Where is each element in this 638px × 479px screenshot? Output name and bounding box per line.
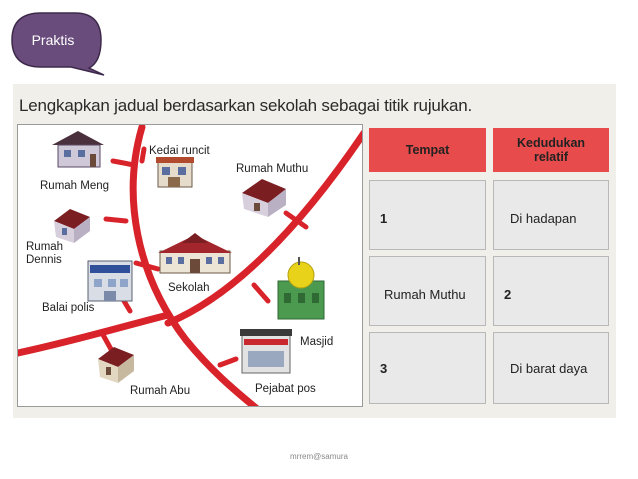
label-balai-polis: Balai polis xyxy=(42,302,95,314)
label-masjid: Masjid xyxy=(300,336,334,348)
label-pejabat-pos: Pejabat pos xyxy=(255,383,316,395)
rumah-meng-icon xyxy=(52,131,104,167)
road-west xyxy=(18,315,168,353)
masjid-icon xyxy=(278,257,324,319)
rumah-abu-icon xyxy=(98,347,134,383)
label-rumah-abu: Rumah Abu xyxy=(130,385,191,397)
row1-tempat: 1 xyxy=(380,211,388,226)
rumah-muthu-icon xyxy=(242,179,286,217)
row2-kedudukan: 2 xyxy=(504,287,512,302)
map-panel xyxy=(17,124,363,407)
rumah-dennis-icon xyxy=(54,209,90,243)
row1-kedudukan-cell xyxy=(493,180,609,250)
row1-kedudukan: Di hadapan xyxy=(510,211,577,226)
row2-kedudukan-cell xyxy=(493,256,609,326)
instruction-text: Lengkapkan jadual berdasarkan sekolah sebagai titik rujukan. xyxy=(19,96,472,115)
pejabat-pos-icon xyxy=(240,329,292,373)
balai-polis-icon xyxy=(88,261,132,301)
label-kedai-runcit: Kedai runcit xyxy=(149,145,210,157)
sekolah-icon xyxy=(158,233,232,273)
row1-tempat-cell xyxy=(369,180,486,250)
position-table xyxy=(369,124,613,407)
label-rumah-dennis-line1: Rumah xyxy=(26,241,64,253)
header-tempat: Tempat xyxy=(369,128,486,172)
label-rumah-dennis-line2: Dennis xyxy=(26,254,62,266)
header-kedudukan-relatif xyxy=(493,128,609,172)
label-rumah-meng: Rumah Meng xyxy=(40,180,110,192)
map-drawing xyxy=(18,125,363,407)
row2-tempat: Rumah Muthu xyxy=(384,287,466,302)
row3-kedudukan-cell xyxy=(493,332,609,404)
label-rumah-muthu: Rumah Muthu xyxy=(236,163,309,175)
row3-kedudukan: Di barat daya xyxy=(510,361,588,376)
header-kedudukan-line1: Kedudukan xyxy=(516,136,586,150)
header-kedudukan-line2: relatif xyxy=(533,150,569,164)
kedai-runcit-icon xyxy=(156,157,194,187)
praktis-label: Praktis xyxy=(31,32,75,48)
row3-tempat-cell xyxy=(369,332,486,404)
row2-tempat-cell xyxy=(369,256,486,326)
row3-tempat: 3 xyxy=(380,361,388,376)
label-sekolah: Sekolah xyxy=(168,282,210,294)
footer-credit: mrrem@samura xyxy=(290,452,348,461)
